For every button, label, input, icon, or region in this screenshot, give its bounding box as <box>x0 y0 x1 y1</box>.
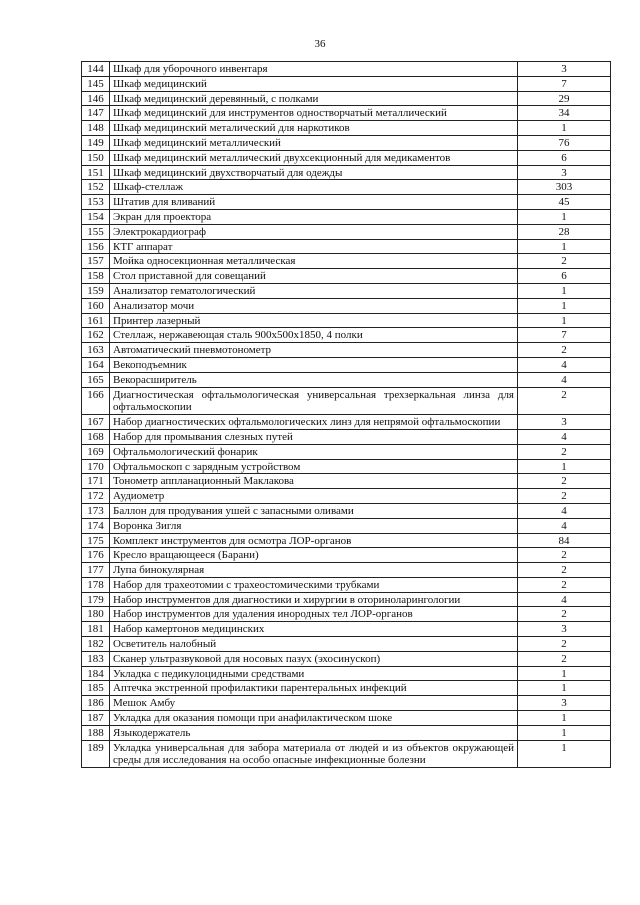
row-number-cell: 181 <box>82 622 110 637</box>
row-number-cell: 169 <box>82 444 110 459</box>
table-row <box>82 62 611 77</box>
quantity-cell: 2 <box>518 474 611 489</box>
row-number-cell: 187 <box>82 711 110 726</box>
table-row <box>82 165 611 180</box>
row-number-cell: 158 <box>82 269 110 284</box>
table-row <box>82 711 611 726</box>
item-name-cell: Языкодержатель <box>110 725 518 740</box>
quantity-cell: 1 <box>518 459 611 474</box>
page-number: 36 <box>314 38 326 50</box>
row-number-cell: 174 <box>82 518 110 533</box>
item-name-cell: Укладка для оказания помощи при анафилактическом шоке <box>110 711 518 726</box>
quantity-cell: 4 <box>518 429 611 444</box>
item-name-cell: Анализатор гематологический <box>110 283 518 298</box>
row-number-cell: 145 <box>82 76 110 91</box>
row-number-cell: 153 <box>82 195 110 210</box>
quantity-cell: 3 <box>518 415 611 430</box>
item-name-cell: Электрокардиограф <box>110 224 518 239</box>
row-number-cell: 178 <box>82 577 110 592</box>
quantity-cell: 2 <box>518 548 611 563</box>
row-number-cell: 148 <box>82 121 110 136</box>
row-number-cell: 189 <box>82 740 110 768</box>
quantity-cell: 2 <box>518 489 611 504</box>
row-number-cell: 163 <box>82 343 110 358</box>
item-name-cell: Шкаф медицинский для инструментов одностворчатый металлический <box>110 106 518 121</box>
row-number-cell: 180 <box>82 607 110 622</box>
quantity-cell: 4 <box>518 518 611 533</box>
quantity-cell: 2 <box>518 637 611 652</box>
row-number-cell: 156 <box>82 239 110 254</box>
quantity-cell: 7 <box>518 76 611 91</box>
row-number-cell: 155 <box>82 224 110 239</box>
item-name-cell: Шкаф медицинский деревянный, с полками <box>110 91 518 106</box>
item-name-cell: Комплект инструментов для осмотра ЛОР-органов <box>110 533 518 548</box>
item-name-cell: Шкаф медицинский металлический <box>110 135 518 150</box>
row-number-cell: 164 <box>82 357 110 372</box>
table-row <box>82 298 611 313</box>
quantity-cell: 6 <box>518 150 611 165</box>
quantity-cell: 28 <box>518 224 611 239</box>
item-name-cell: Набор для трахеотомии с трахеостомическими трубками <box>110 577 518 592</box>
row-number-cell: 167 <box>82 415 110 430</box>
item-name-cell: Шкаф для уборочного инвентаря <box>110 62 518 77</box>
row-number-cell: 175 <box>82 533 110 548</box>
row-number-cell: 172 <box>82 489 110 504</box>
row-number-cell: 183 <box>82 651 110 666</box>
item-name-cell: Набор для промывания слезных путей <box>110 429 518 444</box>
table-row <box>82 313 611 328</box>
quantity-cell: 2 <box>518 607 611 622</box>
quantity-cell: 3 <box>518 622 611 637</box>
item-name-cell: Принтер лазерный <box>110 313 518 328</box>
item-name-cell: Набор камертонов медицинских <box>110 622 518 637</box>
item-name-cell: Экран для проектора <box>110 209 518 224</box>
table-row <box>82 622 611 637</box>
quantity-cell: 1 <box>518 121 611 136</box>
table-row <box>82 740 611 768</box>
table-row <box>82 429 611 444</box>
quantity-cell: 1 <box>518 666 611 681</box>
item-name-cell: Мешок Амбу <box>110 696 518 711</box>
table-row <box>82 518 611 533</box>
table-row <box>82 563 611 578</box>
row-number-cell: 160 <box>82 298 110 313</box>
table-row <box>82 637 611 652</box>
item-name-cell: Осветитель налобный <box>110 637 518 652</box>
table-row <box>82 269 611 284</box>
item-name-cell: Набор инструментов для удаления инородных тел ЛОР-органов <box>110 607 518 622</box>
quantity-cell: 4 <box>518 503 611 518</box>
row-number-cell: 182 <box>82 637 110 652</box>
quantity-cell: 1 <box>518 711 611 726</box>
row-number-cell: 177 <box>82 563 110 578</box>
quantity-cell: 34 <box>518 106 611 121</box>
quantity-cell: 1 <box>518 313 611 328</box>
item-name-cell: Автоматический пневмотонометр <box>110 343 518 358</box>
quantity-cell: 4 <box>518 357 611 372</box>
row-number-cell: 161 <box>82 313 110 328</box>
row-number-cell: 150 <box>82 150 110 165</box>
table-row <box>82 459 611 474</box>
quantity-cell: 1 <box>518 209 611 224</box>
quantity-cell: 76 <box>518 135 611 150</box>
quantity-cell: 84 <box>518 533 611 548</box>
item-name-cell: Аптечка экстренной профилактики парентеральных инфекций <box>110 681 518 696</box>
table-row <box>82 548 611 563</box>
row-number-cell: 144 <box>82 62 110 77</box>
table-row <box>82 533 611 548</box>
item-name-cell: Шкаф медицинский двухстворчатый для одежды <box>110 165 518 180</box>
row-number-cell: 188 <box>82 725 110 740</box>
item-name-cell: Офтальмоскоп с зарядным устройством <box>110 459 518 474</box>
table-row <box>82 91 611 106</box>
table-row <box>82 372 611 387</box>
quantity-cell: 1 <box>518 298 611 313</box>
item-name-cell: Анализатор мочи <box>110 298 518 313</box>
row-number-cell: 176 <box>82 548 110 563</box>
table-row <box>82 577 611 592</box>
quantity-cell: 2 <box>518 577 611 592</box>
row-number-cell: 149 <box>82 135 110 150</box>
item-name-cell: Воронка Зигля <box>110 518 518 533</box>
quantity-cell: 1 <box>518 740 611 768</box>
row-number-cell: 154 <box>82 209 110 224</box>
item-name-cell: Набор инструментов для диагностики и хирургии в оториноларингологии <box>110 592 518 607</box>
table-row <box>82 651 611 666</box>
table-row <box>82 121 611 136</box>
quantity-cell: 4 <box>518 372 611 387</box>
table-row <box>82 357 611 372</box>
quantity-cell: 2 <box>518 444 611 459</box>
table-row <box>82 607 611 622</box>
item-name-cell: Стеллаж, нержавеющая сталь 900х500х1850, 4 полки <box>110 328 518 343</box>
table-row <box>82 681 611 696</box>
row-number-cell: 165 <box>82 372 110 387</box>
item-name-cell: Набор диагностических офтальмологических линз для непрямой офтальмоскопии <box>110 415 518 430</box>
table-row <box>82 343 611 358</box>
row-number-cell: 146 <box>82 91 110 106</box>
item-name-cell: Мойка односекционная металлическая <box>110 254 518 269</box>
row-number-cell: 184 <box>82 666 110 681</box>
inventory-table-body <box>82 62 611 768</box>
item-name-cell: Тонометр аппланационный Маклакова <box>110 474 518 489</box>
row-number-cell: 171 <box>82 474 110 489</box>
quantity-cell: 2 <box>518 651 611 666</box>
row-number-cell: 170 <box>82 459 110 474</box>
table-row <box>82 76 611 91</box>
quantity-cell: 3 <box>518 62 611 77</box>
item-name-cell: Аудиометр <box>110 489 518 504</box>
table-row <box>82 195 611 210</box>
quantity-cell: 303 <box>518 180 611 195</box>
row-number-cell: 186 <box>82 696 110 711</box>
table-row <box>82 283 611 298</box>
item-name-cell: Векоподъемник <box>110 357 518 372</box>
table-row <box>82 444 611 459</box>
item-name-cell: Лупа бинокулярная <box>110 563 518 578</box>
quantity-cell: 3 <box>518 696 611 711</box>
quantity-cell: 6 <box>518 269 611 284</box>
table-row <box>82 489 611 504</box>
quantity-cell: 2 <box>518 563 611 578</box>
quantity-cell: 2 <box>518 387 611 415</box>
row-number-cell: 152 <box>82 180 110 195</box>
item-name-cell: Векорасширитель <box>110 372 518 387</box>
table-row <box>82 592 611 607</box>
table-row <box>82 415 611 430</box>
quantity-cell: 1 <box>518 725 611 740</box>
quantity-cell: 45 <box>518 195 611 210</box>
row-number-cell: 179 <box>82 592 110 607</box>
row-number-cell: 162 <box>82 328 110 343</box>
table-row <box>82 150 611 165</box>
item-name-cell: Офтальмологический фонарик <box>110 444 518 459</box>
row-number-cell: 173 <box>82 503 110 518</box>
row-number-cell: 159 <box>82 283 110 298</box>
quantity-cell: 29 <box>518 91 611 106</box>
item-name-cell: Штатив для вливаний <box>110 195 518 210</box>
item-name-cell: Сканер ультразвуковой для носовых пазух (эхосинускоп) <box>110 651 518 666</box>
quantity-cell: 1 <box>518 283 611 298</box>
item-name-cell: Диагностическая офтальмологическая универсальная трехзеркальная линза для офтальмоскопии <box>110 387 518 415</box>
row-number-cell: 157 <box>82 254 110 269</box>
row-number-cell: 166 <box>82 387 110 415</box>
item-name-cell: Шкаф медицинский металический для наркотиков <box>110 121 518 136</box>
item-name-cell: Шкаф-стеллаж <box>110 180 518 195</box>
row-number-cell: 151 <box>82 165 110 180</box>
item-name-cell: Кресло вращающееся (Барани) <box>110 548 518 563</box>
row-number-cell: 168 <box>82 429 110 444</box>
item-name-cell: Шкаф медицинский металлический двухсекционный для медикаментов <box>110 150 518 165</box>
table-row <box>82 503 611 518</box>
table-row <box>82 696 611 711</box>
row-number-cell: 185 <box>82 681 110 696</box>
table-row <box>82 135 611 150</box>
quantity-cell: 1 <box>518 681 611 696</box>
inventory-table <box>81 61 611 768</box>
quantity-cell: 1 <box>518 239 611 254</box>
table-row <box>82 725 611 740</box>
item-name-cell: Шкаф медицинский <box>110 76 518 91</box>
table-row <box>82 254 611 269</box>
table-row <box>82 328 611 343</box>
quantity-cell: 3 <box>518 165 611 180</box>
table-row <box>82 209 611 224</box>
table-row <box>82 387 611 415</box>
table-row <box>82 224 611 239</box>
row-number-cell: 147 <box>82 106 110 121</box>
item-name-cell: Стол приставной для совещаний <box>110 269 518 284</box>
table-row <box>82 666 611 681</box>
item-name-cell: Укладка с педикулоцидными средствами <box>110 666 518 681</box>
table-row <box>82 239 611 254</box>
quantity-cell: 4 <box>518 592 611 607</box>
item-name-cell: Баллон для продувания ушей с запасными оливами <box>110 503 518 518</box>
quantity-cell: 2 <box>518 254 611 269</box>
item-name-cell: Укладка универсальная для забора материала от людей и из объектов окружающей среды для исследования на особо опасные инфекционные болезни <box>110 740 518 768</box>
table-row <box>82 106 611 121</box>
quantity-cell: 7 <box>518 328 611 343</box>
quantity-cell: 2 <box>518 343 611 358</box>
table-row <box>82 474 611 489</box>
table-row <box>82 180 611 195</box>
item-name-cell: КТГ аппарат <box>110 239 518 254</box>
